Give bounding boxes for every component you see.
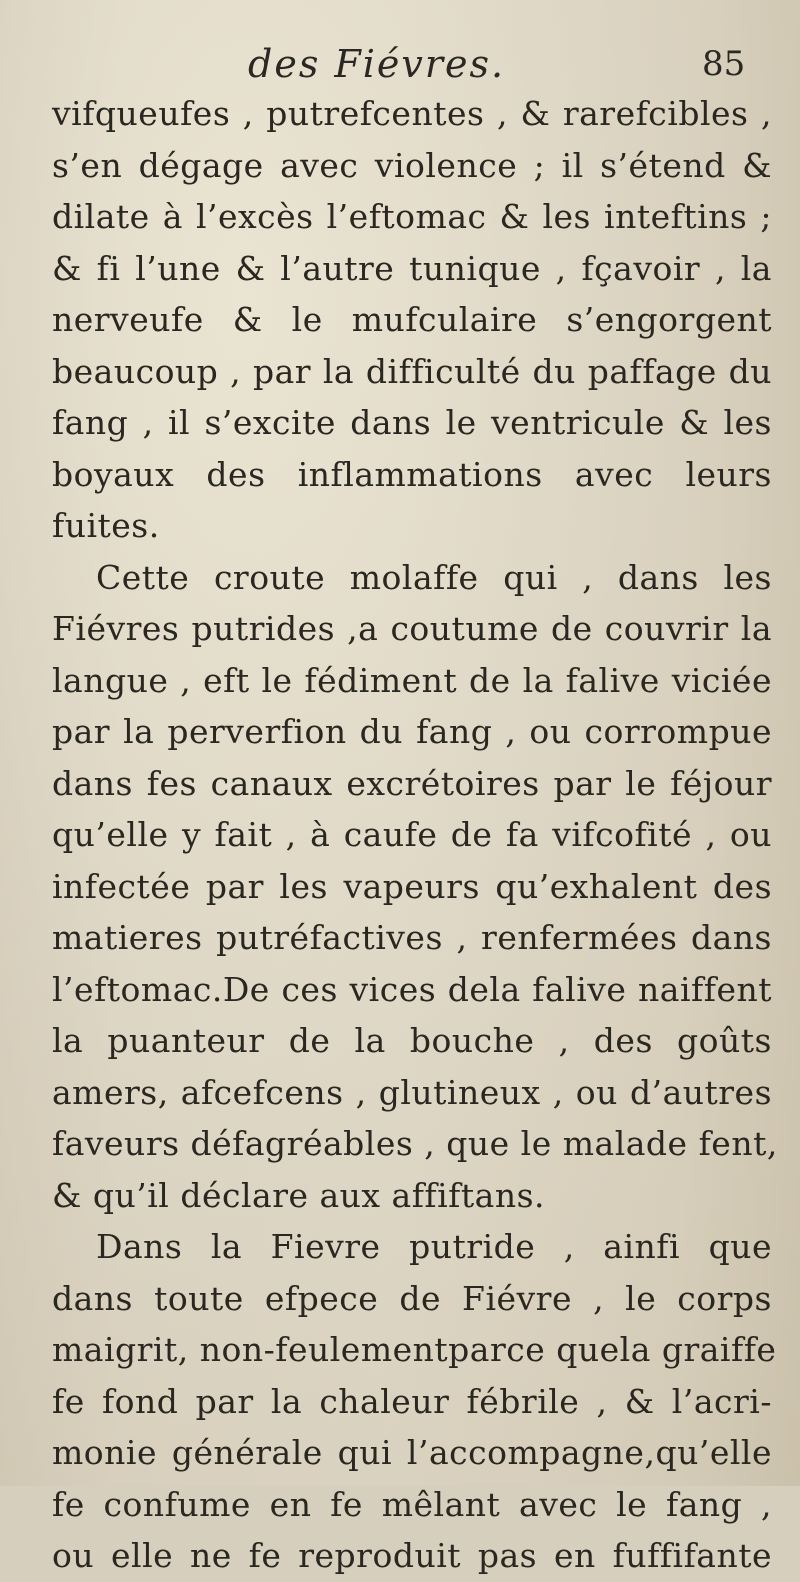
text-line: boyaux des inflammations avec leurs (52, 454, 772, 494)
text-line: par la perverfion du fang , ou corrompue (52, 712, 772, 751)
text-line: la puanteur de la bouche , des goûts (52, 1021, 772, 1060)
text-line: vifqueufes , putrefcentes , & rarefcibles , (52, 94, 772, 133)
body-text (52, 88, 778, 1582)
running-head (0, 44, 800, 84)
paragraph-end-line: fuites. (52, 506, 160, 545)
page-number: 85 (702, 44, 746, 84)
text-line: dans toute efpece de Fiévre , le corps (52, 1278, 772, 1318)
text-line: qu’elle y fait , à caufe de fa vifcofité , ou (52, 815, 772, 854)
paragraph-end-line: & qu’il déclare aux affiftans. (52, 1175, 546, 1215)
text-line: faveurs défagréables , que le malade fent, (52, 1124, 778, 1163)
text-line: fe confume en fe mêlant avec le fang , (52, 1484, 772, 1524)
text-line: maigrit, non-feulementparce quela graiffe (52, 1330, 777, 1369)
text-line: fang , il s’excite dans le ventricule & les (52, 403, 772, 442)
text-line: s’en dégage avec violence ; il s’étend & (52, 145, 772, 185)
text-line: langue , eft le fédiment de la falive viciée (52, 660, 772, 700)
text-line: amers, afcefcens , glutineux , ou d’autres (52, 1072, 772, 1112)
text-line: Fiévres putrides ,a coutume de couvrir la (52, 609, 772, 648)
text-line: & fi l’une & l’autre tunique , fçavoir , la (52, 248, 772, 288)
text-line: ou elle ne fe reproduit pas en fuffifante (52, 1536, 772, 1575)
text-line: nerveufe & le mufculaire s’engorgent (52, 300, 772, 339)
text-line: dans fes canaux excrétoires par le féjour (52, 763, 772, 803)
running-head-title: des Fiévres. (248, 42, 506, 86)
text-line: fe fond par la chaleur fébrile , & l’acri- (52, 1381, 772, 1421)
paragraph-start-line: Cette croute molaffe qui , dans les (96, 557, 772, 597)
text-line: l’eftomac.De ces vices dela falive naiffent (52, 969, 772, 1009)
text-line: beaucoup , par la difficulté du paffage du (52, 351, 772, 391)
text-line: monie générale qui l’accompagne,qu’elle (52, 1433, 772, 1472)
paragraph-start-line: Dans la Fievre putride , ainfi que (96, 1227, 772, 1266)
text-line: infectée par les vapeurs qu’exhalent des (52, 866, 772, 906)
text-line: dilate à l’excès l’eftomac & les inteftins ; (52, 197, 772, 236)
text-line: matieres putréfactives , renfermées dans (52, 918, 772, 957)
